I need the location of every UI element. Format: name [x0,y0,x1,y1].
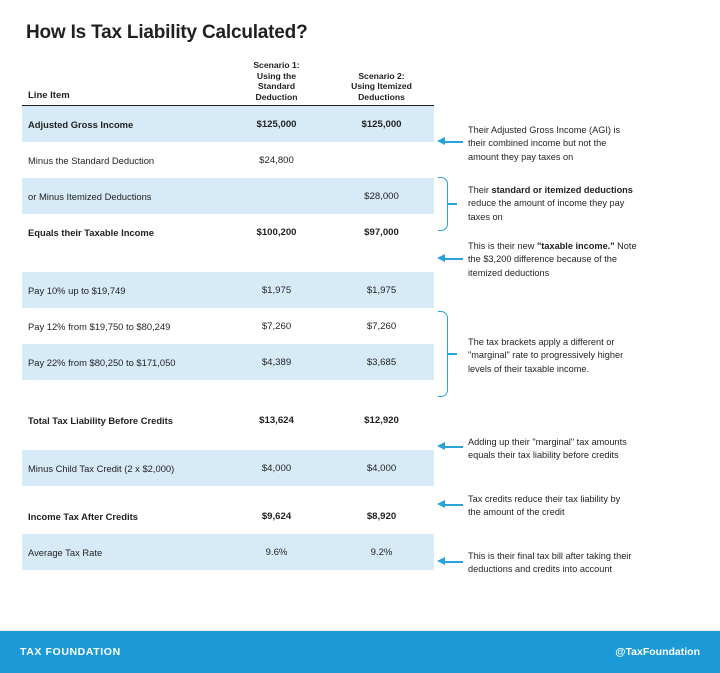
credits-note-line-1: Tax credits reduce their tax liability by [468,494,621,504]
header-scenario-2-line-2: Using Itemized [351,81,412,92]
table-row [22,534,434,570]
row-label: Pay 12% from $19,750 to $80,249 [28,320,171,332]
page-title: How Is Tax Liability Calculated? [26,22,308,43]
row-scenario-2-value: $7,260 [366,320,397,332]
table-row [22,450,434,486]
footer-bar [0,631,720,673]
row-spacer [22,486,434,498]
taxable-income-arrow-icon [437,254,463,263]
table-header-row [22,62,434,106]
row-scenario-2-value: $28,000 [364,190,399,202]
taxable-income-note [468,240,706,280]
table-row [22,498,434,534]
row-scenario-1-value: $24,800 [259,154,294,166]
agi-note [468,124,706,164]
final-note-line-2: deductions and credits into account [468,564,613,575]
table-row [22,344,434,380]
row-scenario-1-value: 9.6% [265,546,288,558]
brackets-note [468,336,706,376]
taxable-income-note-line-2: the $3,200 difference because of the [468,254,617,265]
row-scenario-2-value: $125,000 [361,118,402,130]
row-label: Minus the Standard Deduction [28,154,155,166]
table-row [22,308,434,344]
credits-note [468,493,706,520]
row-label: Average Tax Rate [28,546,103,558]
agi-note-line-2: their combined income but not the [468,138,607,149]
header-scenario-1-line-1: Scenario 1: [253,60,300,71]
row-scenario-1-value: $9,624 [261,510,292,522]
taxable-income-note-line-1: This is their new "taxable income." Note [468,241,637,251]
agi-note-line-3: amount they pay taxes on [468,151,574,162]
credits-arrow-icon [437,500,463,509]
deductions-note [468,184,706,224]
header-scenario-1-line-3: Standard [257,81,296,92]
row-scenario-2-value: $3,685 [366,356,397,368]
row-scenario-2-value: $97,000 [364,226,399,238]
row-label: Equals their Taxable Income [28,226,154,238]
header-scenario-2 [329,71,434,102]
deductions-brace-icon [438,177,448,231]
row-scenario-1-value: $1,975 [261,284,292,296]
row-label: Income Tax After Credits [28,510,138,522]
row-label: Pay 22% from $80,250 to $171,050 [28,356,176,368]
header-scenario-2-line-1: Scenario 2: [358,70,405,81]
brackets-note-line-1: The tax brackets apply a different or [468,337,615,347]
table-row [22,106,434,142]
row-scenario-2-value: $4,000 [366,462,397,474]
row-label: Total Tax Liability Before Credits [28,414,173,426]
row-scenario-1-value: $7,260 [261,320,292,332]
table-row [22,178,434,214]
brackets-note-line-3: levels of their taxable income. [468,363,590,374]
table-row [22,142,434,178]
credits-note-line-2: the amount of the credit [468,507,565,518]
row-spacer [22,250,434,272]
table-row [22,402,434,438]
taxable-income-note-line-3: itemized deductions [468,267,550,278]
header-scenario-1-line-4: Deduction [255,91,298,102]
header-scenario-2-line-3: Deductions [358,91,405,102]
row-scenario-2-value: $12,920 [364,414,399,426]
tax-calculation-table [22,62,434,570]
liability-arrow-icon [437,442,463,451]
liability-note [468,436,706,463]
agi-arrow-icon [437,137,463,146]
table-row [22,214,434,250]
row-scenario-1-value: $125,000 [256,118,297,130]
row-scenario-2-value: $8,920 [366,510,397,522]
row-scenario-1-value: $4,389 [261,356,292,368]
liability-note-line-1: Adding up their "marginal" tax amounts [468,437,627,447]
row-scenario-2-value: 9.2% [370,546,393,558]
row-scenario-1-value: $100,200 [256,226,297,238]
footer-brand: TAX FOUNDATION [20,646,121,658]
row-label: or Minus Itemized Deductions [28,190,152,202]
row-label: Pay 10% up to $19,749 [28,284,126,296]
liability-note-line-2: equals their tax liability before credits [468,450,619,461]
row-scenario-2-value: $1,975 [366,284,397,296]
brackets-note-line-2: "marginal" rate to progressively higher [468,350,624,361]
deductions-note-line-1: Their standard or itemized deductions [468,185,633,195]
row-label: Minus Child Tax Credit (2 x $2,000) [28,462,175,474]
footer-social-handle[interactable]: @TaxFoundation [615,646,700,658]
row-spacer [22,380,434,402]
deductions-note-line-2: reduce the amount of income they pay [468,198,625,209]
header-line-item: Line Item [28,90,70,101]
row-scenario-1-value: $4,000 [261,462,292,474]
header-scenario-1 [224,60,329,102]
row-spacer [22,438,434,450]
final-note [468,550,716,577]
row-label: Adjusted Gross Income [28,118,134,130]
final-note-line-1: This is their final tax bill after taking their [468,551,632,561]
brackets-brace-icon [438,311,448,397]
agi-note-line-1: Their Adjusted Gross Income (AGI) is [468,125,621,135]
row-scenario-1-value: $13,624 [259,414,294,426]
deductions-note-line-3: taxes on [468,211,503,222]
header-scenario-1-line-2: Using the [256,70,297,81]
final-arrow-icon [437,557,463,566]
table-row [22,272,434,308]
